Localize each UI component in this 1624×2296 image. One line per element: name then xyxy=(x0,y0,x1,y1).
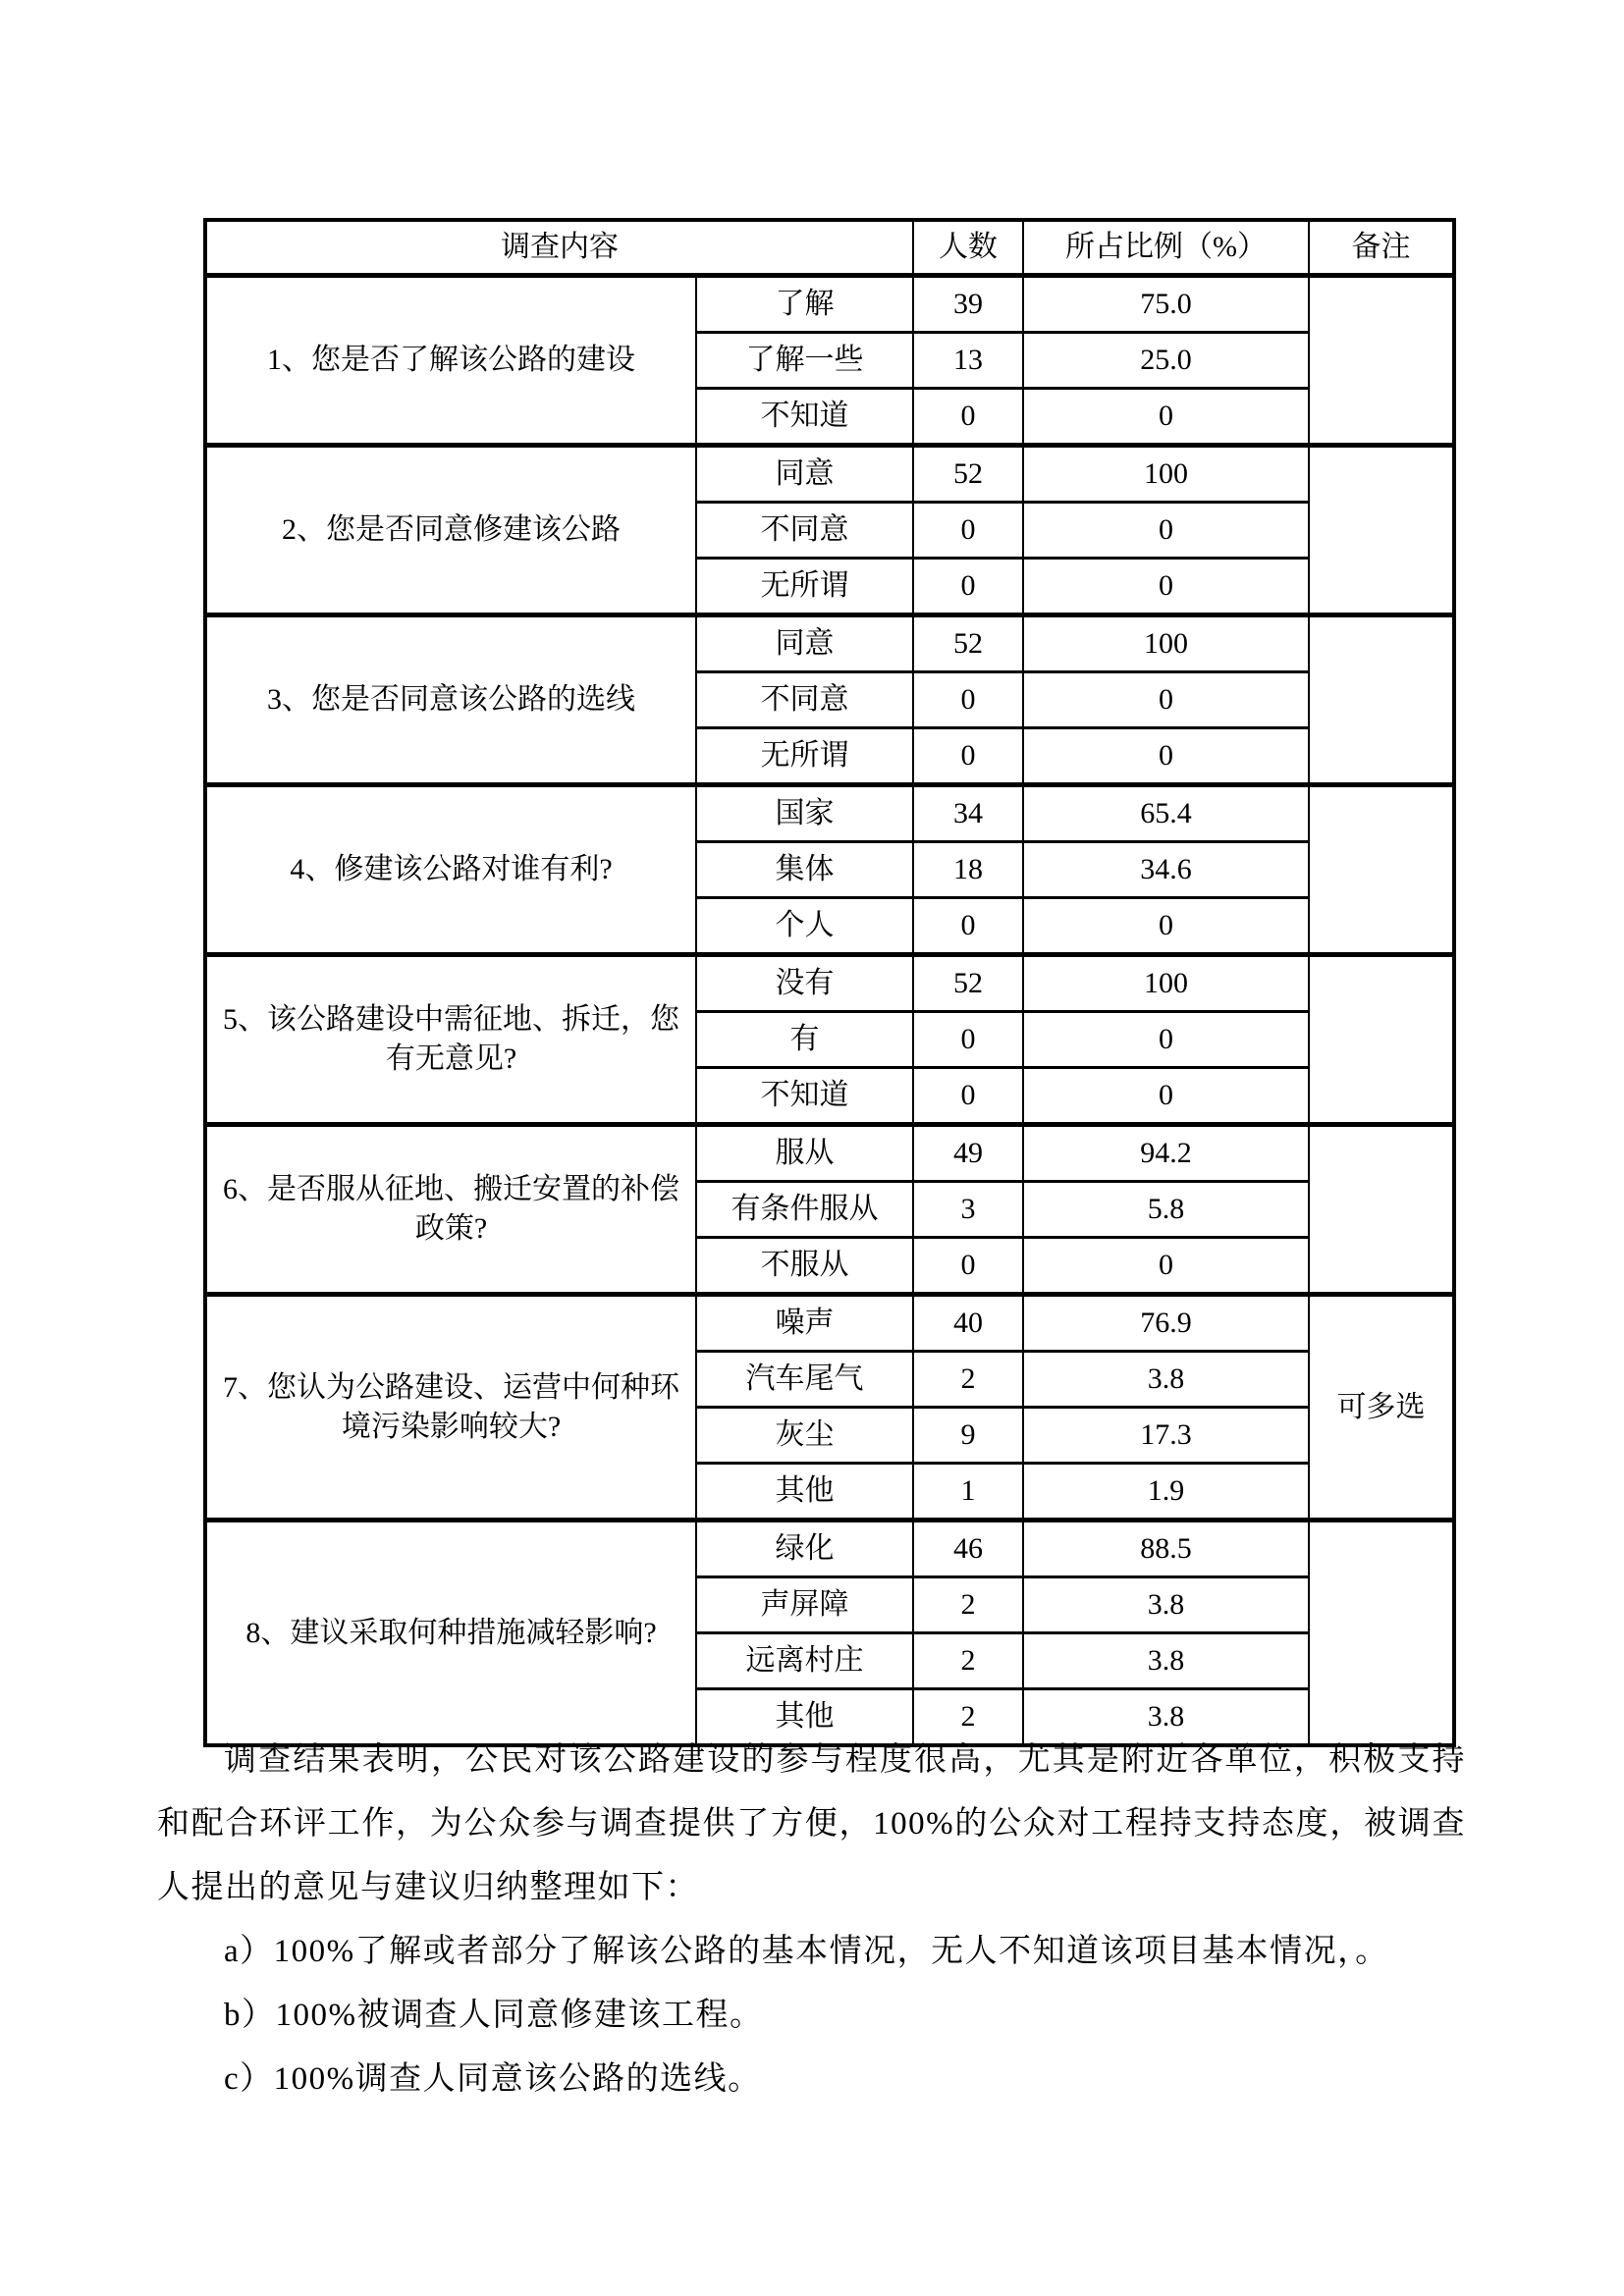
count-cell: 46 xyxy=(913,1521,1023,1577)
option-cell: 噪声 xyxy=(696,1295,913,1352)
percent-cell: 5.8 xyxy=(1023,1182,1309,1238)
option-cell: 声屏障 xyxy=(696,1577,913,1633)
count-cell: 0 xyxy=(913,559,1023,615)
percent-cell: 88.5 xyxy=(1023,1521,1309,1577)
option-cell: 不服从 xyxy=(696,1238,913,1295)
question-cell: 5、该公路建设中需征地、拆迁，您有无意见? xyxy=(205,955,696,1125)
percent-cell: 94.2 xyxy=(1023,1125,1309,1182)
option-cell: 国家 xyxy=(696,785,913,842)
question-cell: 7、您认为公路建设、运营中何种环境污染影响较大? xyxy=(205,1295,696,1521)
remark-cell xyxy=(1309,1521,1454,1746)
option-cell: 集体 xyxy=(696,842,913,898)
option-cell: 了解 xyxy=(696,276,913,333)
summary-block xyxy=(157,1729,1466,2111)
option-cell: 不知道 xyxy=(696,389,913,446)
option-cell: 同意 xyxy=(696,615,913,672)
header-percent: 所占比例（%） xyxy=(1023,220,1309,276)
percent-cell: 0 xyxy=(1023,672,1309,728)
table-row xyxy=(205,785,1454,842)
header-count: 人数 xyxy=(913,220,1023,276)
percent-cell: 1.9 xyxy=(1023,1464,1309,1521)
table-row xyxy=(205,446,1454,503)
question-cell: 6、是否服从征地、搬迁安置的补偿政策? xyxy=(205,1125,696,1295)
question-cell: 4、修建该公路对谁有利? xyxy=(205,785,696,955)
count-cell: 49 xyxy=(913,1125,1023,1182)
option-cell: 无所谓 xyxy=(696,559,913,615)
percent-cell: 3.8 xyxy=(1023,1577,1309,1633)
header-content: 调查内容 xyxy=(205,220,913,276)
remark-cell xyxy=(1309,1125,1454,1295)
count-cell: 34 xyxy=(913,785,1023,842)
conclusion-item-b: b）100%被调查人同意修建该工程。 xyxy=(224,1998,764,2033)
count-cell: 3 xyxy=(913,1182,1023,1238)
percent-cell: 0 xyxy=(1023,1012,1309,1068)
remark-cell: 可多选 xyxy=(1309,1295,1454,1521)
survey-table xyxy=(203,218,1456,1747)
remark-cell xyxy=(1309,955,1454,1125)
option-cell: 灰尘 xyxy=(696,1408,913,1464)
percent-cell: 25.0 xyxy=(1023,333,1309,389)
conclusion-item-a: a）100%了解或者部分了解该公路的基本情况，无人不知道该项目基本情况，。 xyxy=(224,1934,1389,1969)
option-cell: 不知道 xyxy=(696,1068,913,1125)
option-cell: 有条件服从 xyxy=(696,1182,913,1238)
count-cell: 39 xyxy=(913,276,1023,333)
percent-cell: 65.4 xyxy=(1023,785,1309,842)
count-cell: 0 xyxy=(913,1068,1023,1125)
percent-cell: 0 xyxy=(1023,898,1309,955)
count-cell: 18 xyxy=(913,842,1023,898)
count-cell: 40 xyxy=(913,1295,1023,1352)
percent-cell: 0 xyxy=(1023,1068,1309,1125)
percent-cell: 0 xyxy=(1023,503,1309,559)
question-cell: 3、您是否同意该公路的选线 xyxy=(205,615,696,785)
percent-cell: 100 xyxy=(1023,446,1309,503)
table-row xyxy=(205,955,1454,1012)
option-cell: 没有 xyxy=(696,955,913,1012)
count-cell: 52 xyxy=(913,615,1023,672)
count-cell: 0 xyxy=(913,672,1023,728)
question-cell: 8、建议采取何种措施减轻影响? xyxy=(205,1521,696,1746)
option-cell: 其他 xyxy=(696,1464,913,1521)
percent-cell: 100 xyxy=(1023,615,1309,672)
remark-cell xyxy=(1309,615,1454,785)
count-cell: 2 xyxy=(913,1633,1023,1689)
percent-cell: 34.6 xyxy=(1023,842,1309,898)
option-cell: 不同意 xyxy=(696,672,913,728)
percent-cell: 0 xyxy=(1023,728,1309,785)
option-cell: 有 xyxy=(696,1012,913,1068)
count-cell: 0 xyxy=(913,1012,1023,1068)
option-cell: 服从 xyxy=(696,1125,913,1182)
percent-cell: 76.9 xyxy=(1023,1295,1309,1352)
conclusion-item-c: c）100%调查人同意该公路的选线。 xyxy=(224,2061,762,2097)
option-cell: 无所谓 xyxy=(696,728,913,785)
table-row xyxy=(205,1295,1454,1352)
count-cell: 0 xyxy=(913,898,1023,955)
option-cell: 其他 xyxy=(696,1689,913,1746)
percent-cell: 100 xyxy=(1023,955,1309,1012)
percent-cell: 0 xyxy=(1023,559,1309,615)
percent-cell: 3.8 xyxy=(1023,1689,1309,1746)
percent-cell: 3.8 xyxy=(1023,1352,1309,1408)
remark-cell xyxy=(1309,785,1454,955)
count-cell: 2 xyxy=(913,1689,1023,1746)
count-cell: 0 xyxy=(913,728,1023,785)
question-cell: 2、您是否同意修建该公路 xyxy=(205,446,696,615)
count-cell: 0 xyxy=(913,1238,1023,1295)
percent-cell: 3.8 xyxy=(1023,1633,1309,1689)
table-row xyxy=(205,1521,1454,1577)
count-cell: 9 xyxy=(913,1408,1023,1464)
option-cell: 了解一些 xyxy=(696,333,913,389)
table-row xyxy=(205,1125,1454,1182)
percent-cell: 0 xyxy=(1023,1238,1309,1295)
remark-cell xyxy=(1309,276,1454,446)
count-cell: 2 xyxy=(913,1577,1023,1633)
percent-cell: 0 xyxy=(1023,389,1309,446)
option-cell: 绿化 xyxy=(696,1521,913,1577)
table-row xyxy=(205,615,1454,672)
option-cell: 个人 xyxy=(696,898,913,955)
summary-paragraph: 调查结果表明，公民对该公路建设的参与程度很高，尤其是附近各单位，积极支持和配合环评工作，为公众参与调查提供了方便，100%的公众对工程持支持态度，被调查人提出的意见与建议归纳整理如下： xyxy=(157,1742,1466,1905)
option-cell: 汽车尾气 xyxy=(696,1352,913,1408)
option-cell: 远离村庄 xyxy=(696,1633,913,1689)
percent-cell: 17.3 xyxy=(1023,1408,1309,1464)
percent-cell: 75.0 xyxy=(1023,276,1309,333)
question-cell: 1、您是否了解该公路的建设 xyxy=(205,276,696,446)
count-cell: 2 xyxy=(913,1352,1023,1408)
count-cell: 13 xyxy=(913,333,1023,389)
table-header-row xyxy=(205,220,1454,276)
count-cell: 52 xyxy=(913,955,1023,1012)
header-remark: 备注 xyxy=(1309,220,1454,276)
count-cell: 52 xyxy=(913,446,1023,503)
option-cell: 同意 xyxy=(696,446,913,503)
option-cell: 不同意 xyxy=(696,503,913,559)
table-row xyxy=(205,276,1454,333)
count-cell: 0 xyxy=(913,503,1023,559)
remark-cell xyxy=(1309,446,1454,615)
count-cell: 1 xyxy=(913,1464,1023,1521)
count-cell: 0 xyxy=(913,389,1023,446)
